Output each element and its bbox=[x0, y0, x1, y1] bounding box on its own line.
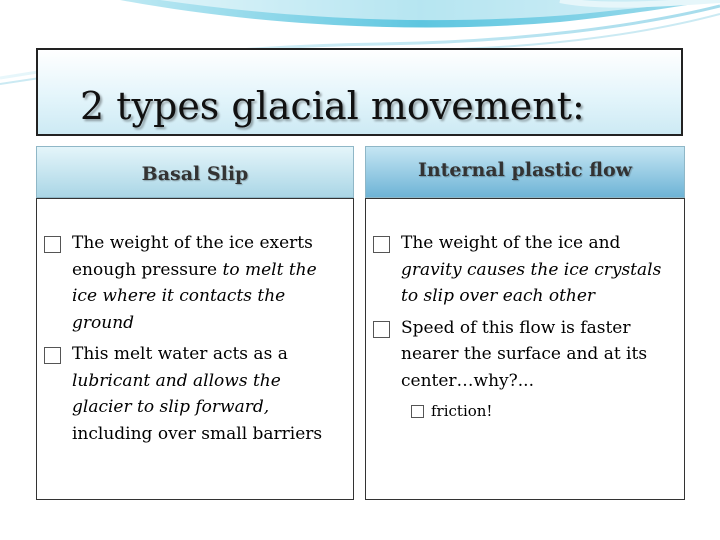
bullet-line: lubricant and allows the bbox=[72, 370, 281, 391]
bullet-item bbox=[373, 315, 680, 395]
bullet-line: The weight of the ice exerts bbox=[72, 233, 313, 253]
sub-bullet-text: friction! bbox=[431, 402, 493, 420]
column-header-basal-slip bbox=[36, 146, 354, 198]
bullet-line: This melt water acts as a bbox=[72, 344, 288, 364]
bullet-box-icon bbox=[373, 236, 390, 253]
column-header-label: Basal Slip bbox=[141, 163, 249, 185]
bullet-line: glacier to slip forward, bbox=[72, 397, 270, 417]
bullet-line: center…why?... bbox=[401, 370, 534, 391]
bullet-line: gravity causes the ice crystals bbox=[401, 259, 662, 280]
bullet-text-run: enough pressure bbox=[72, 259, 218, 280]
bullet-line: ground bbox=[72, 312, 135, 333]
bullet-box-icon bbox=[44, 236, 61, 253]
column-body-internal-plastic-flow bbox=[365, 198, 685, 500]
bullet-item bbox=[44, 341, 347, 447]
bullet-line: nearer the surface and at its bbox=[401, 344, 648, 364]
bullet-line: ice where it contacts the bbox=[72, 286, 286, 306]
sub-bullet-box-icon bbox=[411, 405, 424, 418]
sub-bullet-item bbox=[373, 400, 680, 422]
column-body-basal-slip bbox=[36, 198, 354, 500]
bullet-line: including over small barriers bbox=[72, 423, 323, 444]
bullet-line: The weight of the ice and bbox=[401, 233, 621, 253]
column-header-internal-plastic-flow bbox=[365, 146, 685, 198]
bullet-text-run: to melt the bbox=[217, 259, 317, 280]
bullet-box-icon bbox=[44, 347, 61, 364]
bullet-item bbox=[373, 230, 680, 310]
bullet-line: to slip over each other bbox=[401, 286, 596, 306]
column-header-label: Internal plastic flow bbox=[417, 159, 633, 181]
bullet-box-icon bbox=[373, 321, 390, 338]
bullet-line bbox=[72, 257, 347, 284]
bullet-line: Speed of this flow is faster bbox=[401, 317, 631, 338]
slide-title: 2 types glacial movement: bbox=[80, 84, 585, 128]
bullet-item bbox=[44, 230, 347, 336]
